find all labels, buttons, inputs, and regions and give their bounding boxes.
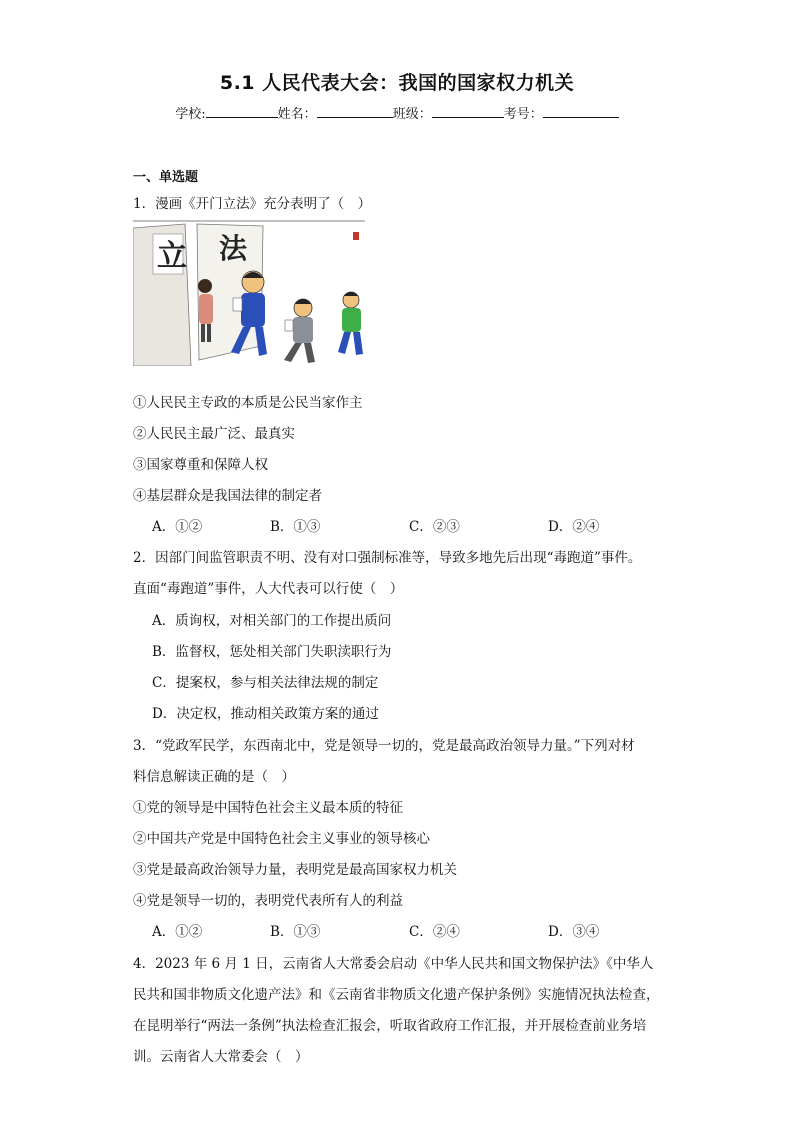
q1-item-2: ②人民民主最广泛、最真实 bbox=[133, 426, 295, 442]
q3-choice-c[interactable]: C．②④ bbox=[409, 924, 460, 940]
school-blank bbox=[206, 105, 278, 118]
q1-choice-b[interactable]: B．①③ bbox=[270, 519, 321, 535]
exam-no-blank bbox=[543, 105, 619, 118]
q4-line-3: 在昆明举行“两法一条例”执法检查汇报会，听取省政府工作汇报，并开展检查前业务培 bbox=[133, 1018, 647, 1034]
q1-choice-c[interactable]: C．②③ bbox=[409, 519, 460, 535]
name-label: 姓名： bbox=[277, 107, 317, 122]
exam-no-label: 考号： bbox=[503, 107, 543, 122]
name-blank bbox=[317, 105, 393, 118]
q3-choice-a[interactable]: A．①② bbox=[152, 924, 203, 940]
q1-choice-d[interactable]: D．②④ bbox=[548, 519, 600, 535]
q3-item-4: ④党是领导一切的，表明党代表所有人的利益 bbox=[133, 893, 403, 909]
student-info-line bbox=[0, 103, 794, 122]
q1-item-1: ①人民民主专政的本质是公民当家作主 bbox=[133, 395, 363, 411]
q3-item-1: ①党的领导是中国特色社会主义最本质的特征 bbox=[133, 800, 403, 816]
class-label: 班级： bbox=[392, 107, 432, 122]
q2-option-b[interactable]: B．监督权，惩处相关部门失职渎职行为 bbox=[152, 644, 392, 660]
cartoon-open-door-legislation bbox=[133, 220, 365, 366]
page-title: 5.1 人民代表大会：我国的国家权力机关 bbox=[219, 72, 575, 94]
q2-option-c[interactable]: C．提案权，参与相关法律法规的制定 bbox=[152, 675, 379, 691]
q3-stem-line-1: 3．“党政军民学，东西南北中，党是领导一切的，党是最高政治领导力量。”下列对材 bbox=[133, 738, 635, 754]
q1-choice-a[interactable]: A．①② bbox=[152, 519, 203, 535]
cartoon-char-fa: 法 bbox=[219, 232, 248, 265]
q1-item-4: ④基层群众是我国法律的制定者 bbox=[133, 488, 322, 504]
q2-stem-line-1: 2．因部门间监管职责不明、没有对口强制标准等，导致多地先后出现“毒跑道”事件。 bbox=[133, 550, 642, 566]
section-heading: 一、单选题 bbox=[133, 170, 199, 185]
q1-stem: 1．漫画《开门立法》充分表明了（ ） bbox=[133, 196, 372, 212]
q4-line-1: 4．2023 年 6 月 1 日，云南省人大常委会启动《中华人民共和国文物保护法》《中华人 bbox=[133, 956, 654, 972]
q3-choice-d[interactable]: D．③④ bbox=[548, 924, 600, 940]
q2-option-a[interactable]: A．质询权，对相关部门的工作提出质问 bbox=[152, 613, 392, 629]
q2-option-d[interactable]: D．决定权，推动相关政策方案的通过 bbox=[152, 706, 379, 722]
class-blank bbox=[432, 105, 504, 118]
q4-line-2: 民共和国非物质文化遗产法》和《云南省非物质文化遗产保护条例》实施情况执法检查， bbox=[133, 987, 660, 1003]
q3-choice-b[interactable]: B．①③ bbox=[270, 924, 321, 940]
q3-item-2: ②中国共产党是中国特色社会主义事业的领导核心 bbox=[133, 831, 430, 847]
q1-item-3: ③国家尊重和保障人权 bbox=[133, 457, 268, 473]
q2-stem-line-2: 直面“毒跑道”事件，人大代表可以行使（ ） bbox=[133, 581, 404, 597]
cartoon-char-li: 立 bbox=[157, 239, 187, 274]
q3-stem-line-2: 料信息解读正确的是（ ） bbox=[133, 769, 295, 785]
q3-item-3: ③党是最高政治领导力量，表明党是最高国家权力机关 bbox=[133, 862, 457, 878]
q4-line-4: 训。云南省人大常委会（ ） bbox=[133, 1049, 309, 1065]
school-label: 学校: bbox=[175, 107, 206, 122]
